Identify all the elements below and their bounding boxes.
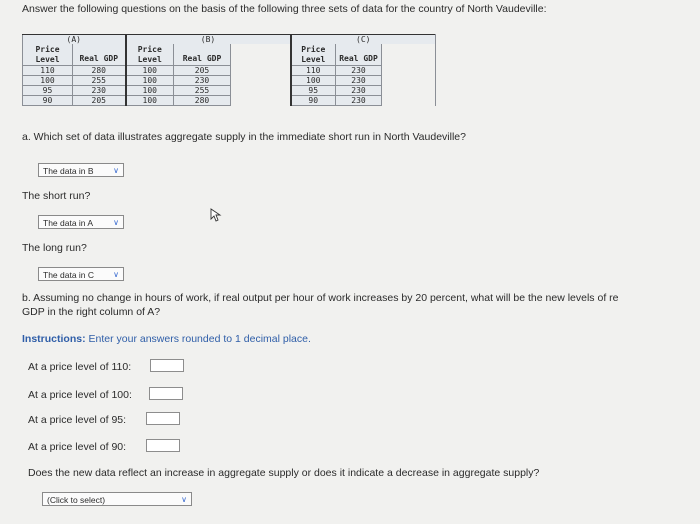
cell: 280 [73,66,126,76]
answer-input-90[interactable] [146,439,180,452]
aggregate-supply-select[interactable] [42,492,192,506]
cell: 205 [174,66,231,76]
cell: 110 [23,66,73,76]
header-price-level-b: Price Level [126,44,174,66]
table-gap [382,76,436,86]
header-real-gdp-a: Real GDP [73,44,126,66]
cell: 280 [174,96,231,106]
level-90-label: At a price level of 90: [28,441,127,453]
cell: 100 [126,66,174,76]
header-real-gdp-b: Real GDP [174,44,231,66]
table-gap [382,96,436,106]
cell: 100 [126,76,174,86]
intro-text: Answer the following questions on the basis of the following three sets of data for the country of North Vaudeville: [22,3,547,15]
final-question: Does the new data reflect an increase in aggregate supply or does it indicate a decrease in aggregate supply? [28,467,540,479]
header-real-gdp-c: Real GDP [336,44,382,66]
table-row [23,76,436,86]
select-value: (Click to select) [47,495,106,505]
cell: 100 [126,86,174,96]
group-b-label: (B) [126,35,291,45]
select-value: The data in A [43,218,94,228]
table-gap [382,44,436,66]
cell: 255 [174,86,231,96]
answer-select-long-run[interactable] [38,267,124,281]
level-100-label: At a price level of 100: [28,389,132,401]
cell: 230 [336,66,382,76]
table-row [23,66,436,76]
instructions-text: Enter your answers rounded to 1 decimal place. [85,333,311,345]
question-a: a. Which set of data illustrates aggregate supply in the immediate short run in North Vaudeville? [22,131,466,143]
table-gap [382,86,436,96]
cell: 205 [73,96,126,106]
cell: 95 [23,86,73,96]
header-price-level-c: Price Level [291,44,336,66]
cell: 90 [23,96,73,106]
answer-select-immediate-short-run[interactable] [38,163,124,177]
cell: 255 [73,76,126,86]
mouse-cursor-icon [210,208,222,222]
chevron-down-icon: ∨ [181,495,187,504]
cell: 230 [336,76,382,86]
cell: 90 [291,96,336,106]
table-gap [231,86,291,96]
cell: 230 [336,86,382,96]
group-c-label: (C) [291,35,436,45]
table-gap [231,44,291,66]
answer-input-110[interactable] [150,359,184,372]
level-110-label: At a price level of 110: [28,361,132,373]
chevron-down-icon: ∨ [113,218,119,227]
cell: 95 [291,86,336,96]
question-b-line2: GDP in the right column of A? [22,306,161,318]
chevron-down-icon: ∨ [113,166,119,175]
instructions-label: Instructions: [22,333,86,345]
cell: 100 [126,96,174,106]
answer-input-95[interactable] [146,412,180,425]
instructions [22,333,311,345]
header-price-level-a: Price Level [23,44,73,66]
table-row [23,96,436,106]
cell: 230 [336,96,382,106]
table-gap [231,66,291,76]
question-b-line1: b. Assuming no change in hours of work, if real output per hour of work increases by 20 percent, what will be the new levels of re [22,292,619,304]
cell: 230 [174,76,231,86]
table-gap [231,76,291,86]
cell: 100 [291,76,336,86]
long-run-label: The long run? [22,242,87,254]
chevron-down-icon: ∨ [113,270,119,279]
select-value: The data in C [43,270,95,280]
table-gap [382,66,436,76]
cell: 110 [291,66,336,76]
table-row [23,86,436,96]
group-a-label: (A) [23,35,126,45]
answer-input-100[interactable] [149,387,183,400]
cell: 230 [73,86,126,96]
data-table [22,34,436,106]
cell: 100 [23,76,73,86]
level-95-label: At a price level of 95: [28,414,127,426]
table-gap [231,96,291,106]
answer-select-short-run[interactable] [38,215,124,229]
short-run-label: The short run? [22,190,91,202]
select-value: The data in B [43,166,94,176]
